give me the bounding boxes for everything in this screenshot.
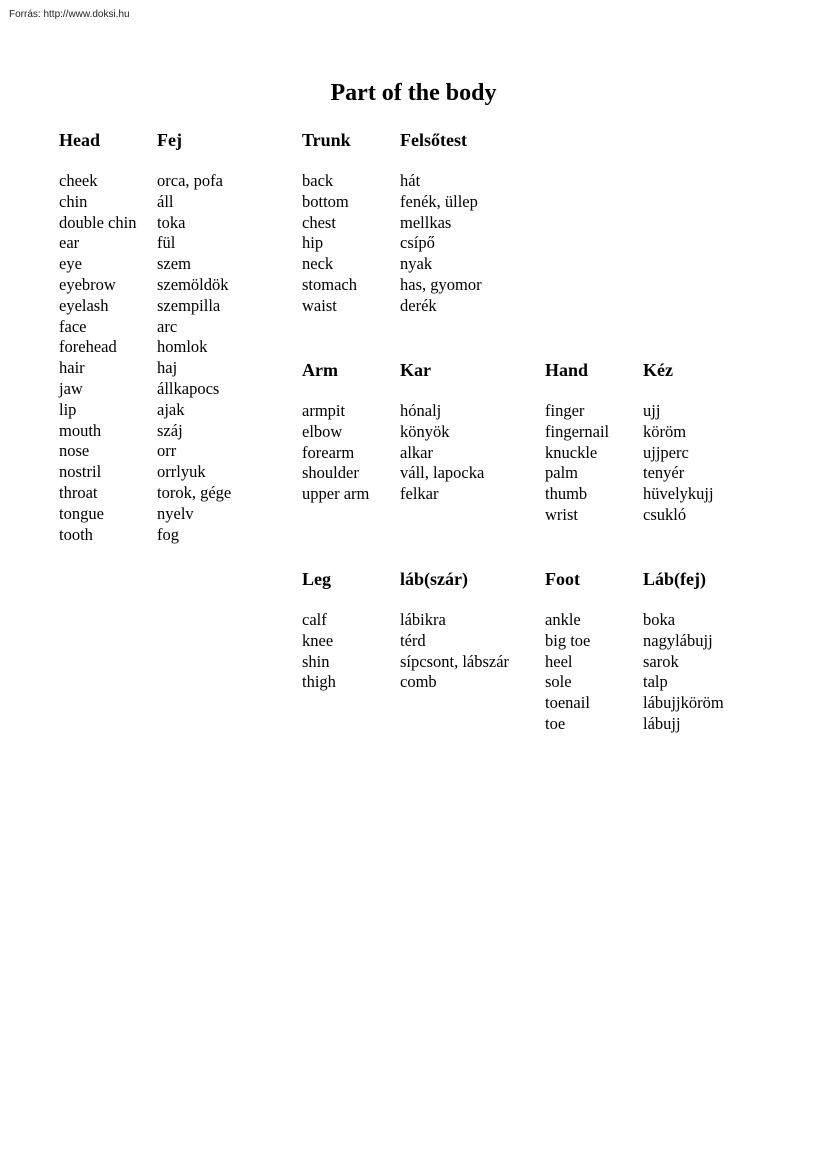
english-word: big toe bbox=[545, 630, 591, 650]
english-word: cheek bbox=[59, 171, 98, 190]
english-word: chin bbox=[59, 191, 88, 211]
heading-en: Foot bbox=[545, 569, 580, 589]
hungarian-word: könyök bbox=[400, 421, 450, 441]
english-word: nostril bbox=[59, 462, 102, 482]
english-word: toenail bbox=[545, 693, 590, 713]
english-word: thigh bbox=[302, 672, 336, 692]
page-title: Part of the body bbox=[330, 80, 497, 106]
hungarian-word: orrlyuk bbox=[157, 462, 206, 482]
hungarian-word: tenyér bbox=[643, 463, 685, 483]
english-word: hair bbox=[59, 358, 85, 378]
heading-en: Head bbox=[59, 130, 101, 150]
hungarian-word: sípcsont, lábszár bbox=[400, 651, 510, 671]
english-word: finger bbox=[545, 401, 585, 420]
hungarian-word: csukló bbox=[643, 504, 687, 524]
hungarian-word: arc bbox=[157, 316, 178, 336]
english-word: chest bbox=[302, 212, 336, 232]
heading-en: Trunk bbox=[302, 130, 351, 150]
english-word: palm bbox=[545, 463, 578, 483]
english-word: ear bbox=[59, 233, 80, 253]
hungarian-word: nagylábujj bbox=[643, 630, 713, 650]
english-word: stomach bbox=[302, 274, 357, 294]
english-word: shin bbox=[302, 651, 330, 671]
hungarian-word: haj bbox=[157, 358, 178, 378]
hungarian-word: csípő bbox=[400, 233, 435, 253]
hungarian-word: orr bbox=[157, 441, 177, 461]
hungarian-word: köröm bbox=[643, 421, 687, 441]
english-word: waist bbox=[302, 295, 337, 315]
english-word: ankle bbox=[545, 610, 581, 629]
english-word: mouth bbox=[59, 420, 102, 440]
english-word: forearm bbox=[302, 442, 355, 462]
english-word: eyelash bbox=[59, 295, 109, 315]
hungarian-word: szemöldök bbox=[157, 274, 229, 294]
heading-hu: Felsőtest bbox=[400, 130, 467, 150]
hungarian-word: állkapocs bbox=[157, 378, 220, 398]
english-word: hip bbox=[302, 233, 324, 253]
heading-en: Arm bbox=[302, 360, 338, 380]
hungarian-word: has, gyomor bbox=[400, 274, 482, 294]
hungarian-word: térd bbox=[400, 630, 426, 650]
hungarian-word: hónalj bbox=[400, 401, 442, 420]
hungarian-word: fül bbox=[157, 233, 176, 253]
hungarian-word: mellkas bbox=[400, 212, 452, 232]
english-word: double chin bbox=[59, 212, 137, 232]
hungarian-word: torok, gége bbox=[157, 482, 232, 502]
hungarian-word: nyak bbox=[400, 254, 433, 274]
hungarian-word: áll bbox=[157, 191, 174, 211]
english-word: knee bbox=[302, 630, 334, 650]
hungarian-word: ujjperc bbox=[643, 442, 689, 462]
hungarian-word: nyelv bbox=[157, 503, 194, 523]
heading-en: Leg bbox=[302, 569, 331, 589]
heading-en: Hand bbox=[545, 360, 589, 380]
english-word: toe bbox=[545, 713, 566, 733]
english-word: eye bbox=[59, 254, 82, 274]
heading-hu: Kéz bbox=[643, 360, 673, 380]
english-word: back bbox=[302, 171, 334, 190]
source-note: Forrás: http://www.doksi.hu bbox=[9, 9, 130, 20]
heading-hu: Kar bbox=[400, 360, 431, 380]
english-word: neck bbox=[302, 254, 334, 274]
heading-hu: láb(szár) bbox=[400, 569, 468, 589]
hungarian-word: comb bbox=[400, 672, 437, 692]
hungarian-word: fenék, üllep bbox=[400, 191, 478, 211]
english-word: shoulder bbox=[302, 463, 359, 483]
hungarian-word: alkar bbox=[400, 442, 433, 462]
english-word: fingernail bbox=[545, 421, 610, 441]
english-word: eyebrow bbox=[59, 274, 116, 294]
english-word: upper arm bbox=[302, 484, 370, 504]
hungarian-word: szempilla bbox=[157, 295, 221, 315]
hungarian-word: hát bbox=[400, 171, 421, 190]
english-word: calf bbox=[302, 610, 327, 629]
english-word: sole bbox=[545, 672, 572, 692]
hungarian-word: talp bbox=[643, 672, 668, 692]
hungarian-word: lábikra bbox=[400, 610, 446, 629]
english-word: forehead bbox=[59, 337, 117, 357]
hungarian-word: lábujj bbox=[643, 713, 681, 733]
english-word: thumb bbox=[545, 484, 588, 504]
hungarian-word: ajak bbox=[157, 399, 185, 419]
english-word: armpit bbox=[302, 401, 346, 420]
hungarian-word: fog bbox=[157, 524, 179, 544]
hungarian-word: hüvelykujj bbox=[643, 484, 714, 504]
english-word: elbow bbox=[302, 421, 343, 441]
hungarian-word: száj bbox=[157, 420, 183, 440]
english-word: wrist bbox=[545, 504, 578, 524]
heading-hu: Láb(fej) bbox=[643, 569, 706, 589]
english-word: jaw bbox=[59, 378, 83, 398]
hungarian-word: homlok bbox=[157, 337, 208, 357]
hungarian-word: lábujjköröm bbox=[643, 693, 724, 713]
english-word: tooth bbox=[59, 524, 93, 544]
english-word: nose bbox=[59, 441, 90, 461]
heading-hu: Fej bbox=[157, 130, 182, 150]
hungarian-word: felkar bbox=[400, 484, 439, 504]
english-word: throat bbox=[59, 482, 98, 502]
hungarian-word: szem bbox=[157, 254, 191, 274]
english-word: tongue bbox=[59, 503, 104, 523]
english-word: lip bbox=[59, 399, 77, 419]
english-word: heel bbox=[545, 651, 573, 671]
hungarian-word: derék bbox=[400, 295, 437, 315]
hungarian-word: boka bbox=[643, 610, 676, 629]
hungarian-word: ujj bbox=[643, 401, 661, 420]
english-word: bottom bbox=[302, 191, 349, 211]
hungarian-word: toka bbox=[157, 212, 186, 232]
english-word: knuckle bbox=[545, 442, 598, 462]
hungarian-word: orca, pofa bbox=[157, 171, 223, 190]
hungarian-word: sarok bbox=[643, 651, 679, 671]
hungarian-word: váll, lapocka bbox=[400, 463, 485, 483]
english-word: face bbox=[59, 316, 87, 336]
